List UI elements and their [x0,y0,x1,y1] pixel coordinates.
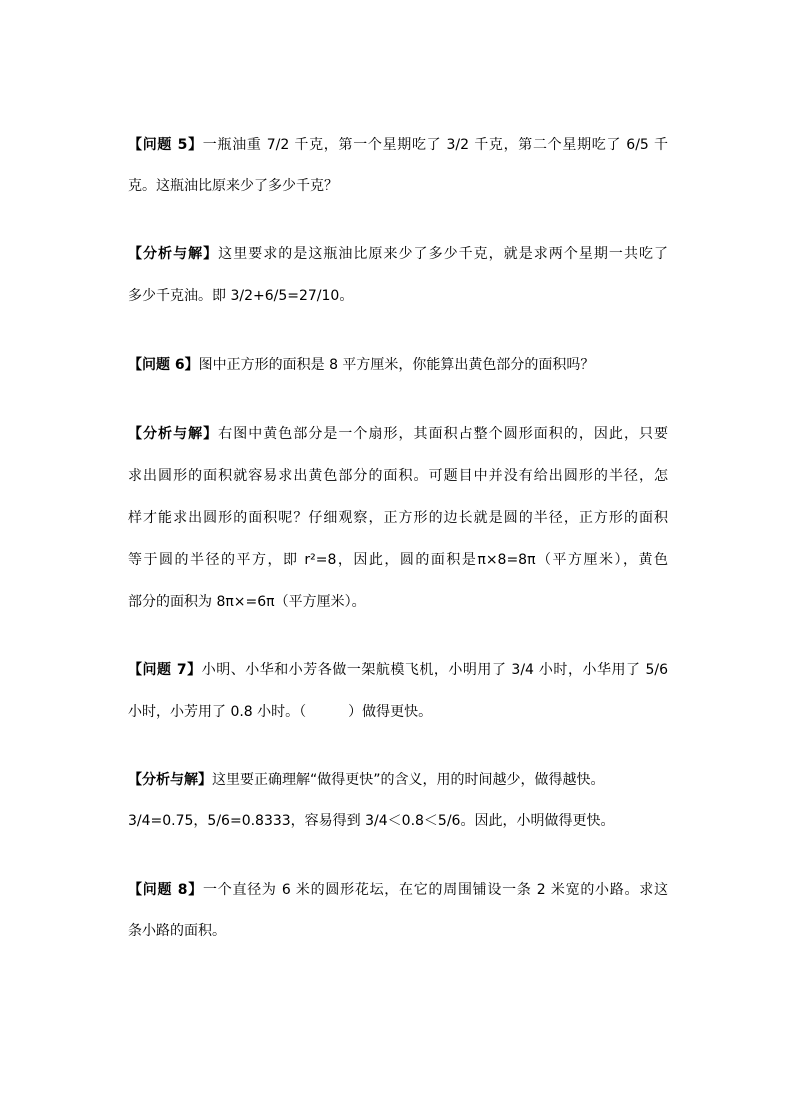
question-5-text-1: 一瓶油重 7/2 千克，第一个星期吃了 3/2 千克，第二个星期吃了 6/5 千 [202,137,668,153]
question-5-label: 【问题 5】 [128,137,203,153]
answer-5-text-1: 这里要求的是这瓶油比原来少了多少千克，就是求两个星期一共吃了 [218,246,668,262]
question-7-line-2 [128,702,668,722]
question-5-line-2 [128,176,668,196]
question-7-text-2: 小时，小芳用了 0.8 小时。（ ）做得更快。 [128,704,433,720]
answer-6-line-5 [128,592,668,612]
question-8-line-2 [128,921,668,941]
answer-7-label: 【分析与解】 [128,772,212,788]
question-6-label: 【问题 6】 [128,357,199,373]
answer-5-line-2 [128,286,668,306]
answer-5-line-1 [128,244,668,264]
answer-6-line-4 [128,550,668,570]
question-7-line-1 [128,660,668,680]
question-6-text-1: 图中正方形的面积是 8 平方厘米，你能算出黄色部分的面积吗？ [198,357,595,373]
question-8-line-1 [128,880,668,900]
answer-6-line-3 [128,508,668,528]
answer-6-label: 【分析与解】 [128,426,219,442]
question-8-text-1: 一个直径为 6 米的圆形花坛，在它的周围铺设一条 2 米宽的小路。求这 [203,882,668,898]
answer-5-text-2: 多少千克油。即 3/2+6/5=27/10。 [128,288,354,304]
answer-6-line-2 [128,466,668,486]
answer-6-text-2: 求出圆形的面积就容易求出黄色部分的面积。可题目中并没有给出圆形的半径，怎 [128,468,668,484]
answer-6-text-1: 右图中黄色部分是一个扇形，其面积占整个圆形面积的，因此，只要 [218,426,668,442]
answer-5-label: 【分析与解】 [128,246,219,262]
question-7-text-1: 小明、小华和小芳各做一架航模飞机，小明用了 3/4 小时，小华用了 5/6 [201,662,668,678]
question-5-line-1 [128,135,668,155]
answer-6-text-3: 样才能求出圆形的面积呢？仔细观察，正方形的边长就是圆的半径，正方形的面积 [128,510,668,526]
question-8-label: 【问题 8】 [128,882,203,898]
answer-6-line-1 [128,424,668,444]
answer-6-text-5: 部分的面积为 8π×=6π（平方厘米）。 [128,594,366,610]
question-7-label: 【问题 7】 [128,662,202,678]
answer-7-text-1: 这里要正确理解“做得更快”的含义，用的时间越少，做得越快。 [212,772,605,788]
question-8-text-2: 条小路的面积。 [128,923,226,939]
answer-7-line-1 [128,770,668,790]
answer-7-line-2 [128,811,668,831]
answer-6-text-4: 等于圆的半径的平方，即 r²=8，因此，圆的面积是π×8=8π（平方厘米），黄色 [128,552,668,568]
answer-7-text-2: 3/4=0.75，5/6=0.8333，容易得到 3/4＜0.8＜5/6。因此，小明做得更快。 [128,813,615,829]
question-6-line-1 [128,355,668,375]
question-5-text-2: 克。这瓶油比原来少了多少千克？ [128,178,338,194]
